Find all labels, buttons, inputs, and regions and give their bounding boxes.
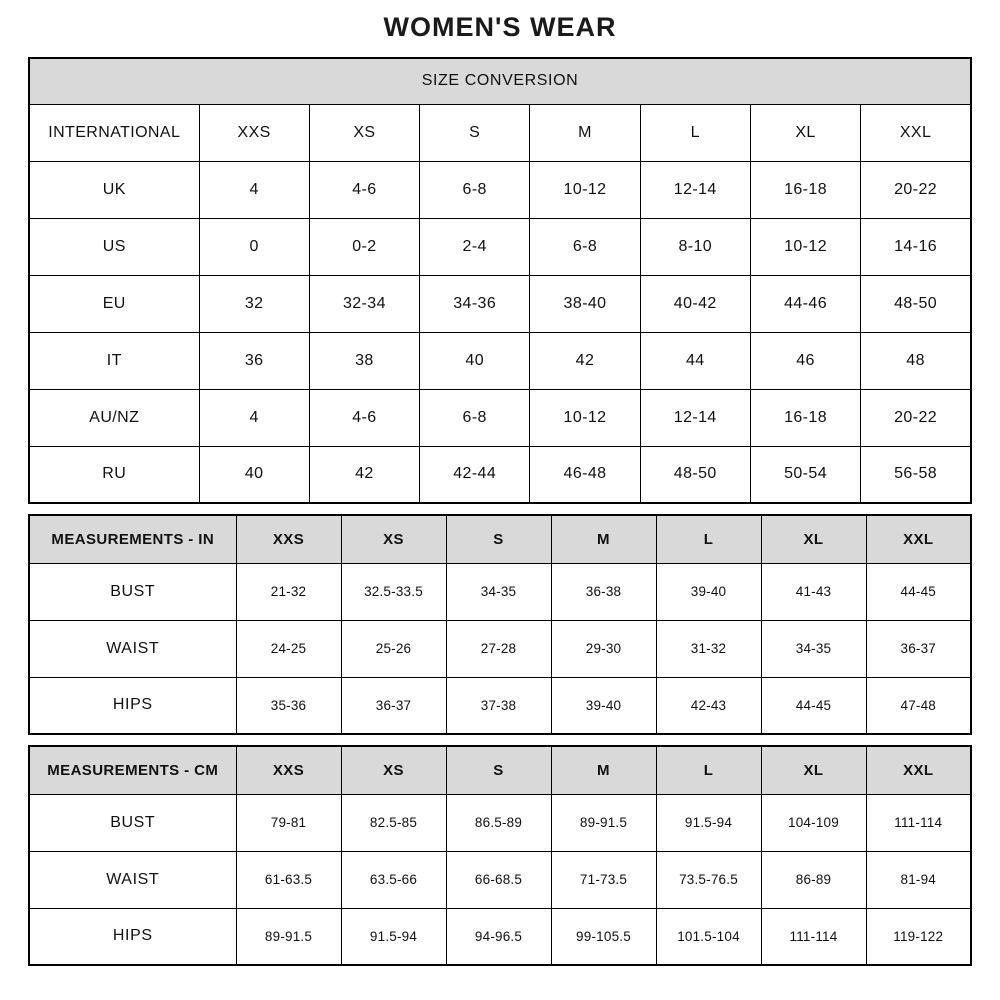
value-cell: 36-37: [866, 620, 971, 677]
value-cell: 42-44: [420, 446, 530, 503]
size-column-header: M: [551, 746, 656, 794]
value-cell: 35-36: [236, 677, 341, 734]
table-row: [29, 620, 971, 677]
value-cell: 50-54: [750, 446, 860, 503]
table-caption: SIZE CONVERSION: [29, 58, 971, 104]
row-label: UK: [29, 161, 199, 218]
value-cell: 16-18: [750, 161, 860, 218]
value-cell: 73.5-76.5: [656, 851, 761, 908]
value-cell: 4-6: [309, 161, 419, 218]
value-cell: 4-6: [309, 389, 419, 446]
header-row: [29, 746, 971, 794]
table-row: [29, 446, 971, 503]
size-column-header: XL: [750, 104, 860, 161]
size-column-header: L: [656, 515, 761, 563]
value-cell: 32: [199, 275, 309, 332]
value-cell: 46: [750, 332, 860, 389]
value-cell: 71-73.5: [551, 851, 656, 908]
measurements-cm-table: [28, 745, 972, 966]
value-cell: 44-46: [750, 275, 860, 332]
value-cell: 86.5-89: [446, 794, 551, 851]
value-cell: 63.5-66: [341, 851, 446, 908]
value-cell: 24-25: [236, 620, 341, 677]
value-cell: 44: [640, 332, 750, 389]
value-cell: 94-96.5: [446, 908, 551, 965]
value-cell: 29-30: [551, 620, 656, 677]
value-cell: 66-68.5: [446, 851, 551, 908]
row-label: RU: [29, 446, 199, 503]
row-label: EU: [29, 275, 199, 332]
value-cell: 20-22: [861, 389, 971, 446]
value-cell: 10-12: [530, 389, 640, 446]
size-column-header: M: [530, 104, 640, 161]
value-cell: 42-43: [656, 677, 761, 734]
value-cell: 81-94: [866, 851, 971, 908]
row-label-header: INTERNATIONAL: [29, 104, 199, 161]
table-row: [29, 332, 971, 389]
value-cell: 40: [420, 332, 530, 389]
page-title: WOMEN'S WEAR: [383, 12, 617, 42]
value-cell: 41-43: [761, 563, 866, 620]
value-cell: 56-58: [861, 446, 971, 503]
size-column-header: M: [551, 515, 656, 563]
size-column-header: XL: [761, 746, 866, 794]
header-row: [29, 515, 971, 563]
value-cell: 27-28: [446, 620, 551, 677]
value-cell: 37-38: [446, 677, 551, 734]
row-label: IT: [29, 332, 199, 389]
value-cell: 8-10: [640, 218, 750, 275]
value-cell: 0-2: [309, 218, 419, 275]
table-row: [29, 275, 971, 332]
row-label-header: MEASUREMENTS - CM: [29, 746, 236, 794]
value-cell: 82.5-85: [341, 794, 446, 851]
value-cell: 4: [199, 161, 309, 218]
value-cell: 36: [199, 332, 309, 389]
row-label: WAIST: [29, 851, 236, 908]
value-cell: 101.5-104: [656, 908, 761, 965]
value-cell: 42: [530, 332, 640, 389]
value-cell: 104-109: [761, 794, 866, 851]
value-cell: 48: [861, 332, 971, 389]
value-cell: 34-35: [446, 563, 551, 620]
value-cell: 34-35: [761, 620, 866, 677]
measurements-in-table: [28, 514, 972, 735]
row-label: HIPS: [29, 677, 236, 734]
size-column-header: XS: [309, 104, 419, 161]
size-column-header: XXS: [236, 515, 341, 563]
value-cell: 40: [199, 446, 309, 503]
value-cell: 36-37: [341, 677, 446, 734]
value-cell: 111-114: [866, 794, 971, 851]
value-cell: 14-16: [861, 218, 971, 275]
size-column-header: XXS: [199, 104, 309, 161]
value-cell: 6-8: [530, 218, 640, 275]
table-row: [29, 389, 971, 446]
value-cell: 44-45: [761, 677, 866, 734]
table-row: [29, 794, 971, 851]
value-cell: 12-14: [640, 389, 750, 446]
table-row: [29, 218, 971, 275]
value-cell: 111-114: [761, 908, 866, 965]
size-column-header: XXL: [866, 515, 971, 563]
value-cell: 79-81: [236, 794, 341, 851]
value-cell: 12-14: [640, 161, 750, 218]
value-cell: 36-38: [551, 563, 656, 620]
value-cell: 34-36: [420, 275, 530, 332]
value-cell: 42: [309, 446, 419, 503]
value-cell: 25-26: [341, 620, 446, 677]
size-column-header: S: [446, 515, 551, 563]
value-cell: 46-48: [530, 446, 640, 503]
table-row: [29, 677, 971, 734]
header-row: [29, 104, 971, 161]
row-label: AU/NZ: [29, 389, 199, 446]
value-cell: 39-40: [551, 677, 656, 734]
value-cell: 4: [199, 389, 309, 446]
value-cell: 86-89: [761, 851, 866, 908]
size-column-header: XXL: [861, 104, 971, 161]
value-cell: 119-122: [866, 908, 971, 965]
size-column-header: S: [420, 104, 530, 161]
value-cell: 91.5-94: [341, 908, 446, 965]
table-row: [29, 563, 971, 620]
value-cell: 39-40: [656, 563, 761, 620]
value-cell: 21-32: [236, 563, 341, 620]
size-column-header: XL: [761, 515, 866, 563]
value-cell: 2-4: [420, 218, 530, 275]
row-label: WAIST: [29, 620, 236, 677]
value-cell: 44-45: [866, 563, 971, 620]
row-label: US: [29, 218, 199, 275]
row-label: BUST: [29, 794, 236, 851]
size-column-header: XXS: [236, 746, 341, 794]
value-cell: 6-8: [420, 389, 530, 446]
value-cell: 38: [309, 332, 419, 389]
value-cell: 20-22: [861, 161, 971, 218]
size-column-header: XXL: [866, 746, 971, 794]
value-cell: 10-12: [750, 218, 860, 275]
row-label: HIPS: [29, 908, 236, 965]
size-column-header: L: [656, 746, 761, 794]
size-column-header: L: [640, 104, 750, 161]
table-row: [29, 161, 971, 218]
value-cell: 32-34: [309, 275, 419, 332]
table-caption-row: [29, 58, 971, 104]
row-label: BUST: [29, 563, 236, 620]
value-cell: 38-40: [530, 275, 640, 332]
value-cell: 89-91.5: [236, 908, 341, 965]
value-cell: 48-50: [861, 275, 971, 332]
value-cell: 0: [199, 218, 309, 275]
size-column-header: XS: [341, 746, 446, 794]
value-cell: 99-105.5: [551, 908, 656, 965]
value-cell: 10-12: [530, 161, 640, 218]
value-cell: 89-91.5: [551, 794, 656, 851]
size-column-header: S: [446, 746, 551, 794]
value-cell: 6-8: [420, 161, 530, 218]
row-label-header: MEASUREMENTS - IN: [29, 515, 236, 563]
table-row: [29, 851, 971, 908]
value-cell: 47-48: [866, 677, 971, 734]
value-cell: 16-18: [750, 389, 860, 446]
value-cell: 40-42: [640, 275, 750, 332]
value-cell: 32.5-33.5: [341, 563, 446, 620]
table-row: [29, 908, 971, 965]
value-cell: 48-50: [640, 446, 750, 503]
value-cell: 31-32: [656, 620, 761, 677]
value-cell: 61-63.5: [236, 851, 341, 908]
size-conversion-table: [28, 57, 972, 504]
value-cell: 91.5-94: [656, 794, 761, 851]
size-column-header: XS: [341, 515, 446, 563]
